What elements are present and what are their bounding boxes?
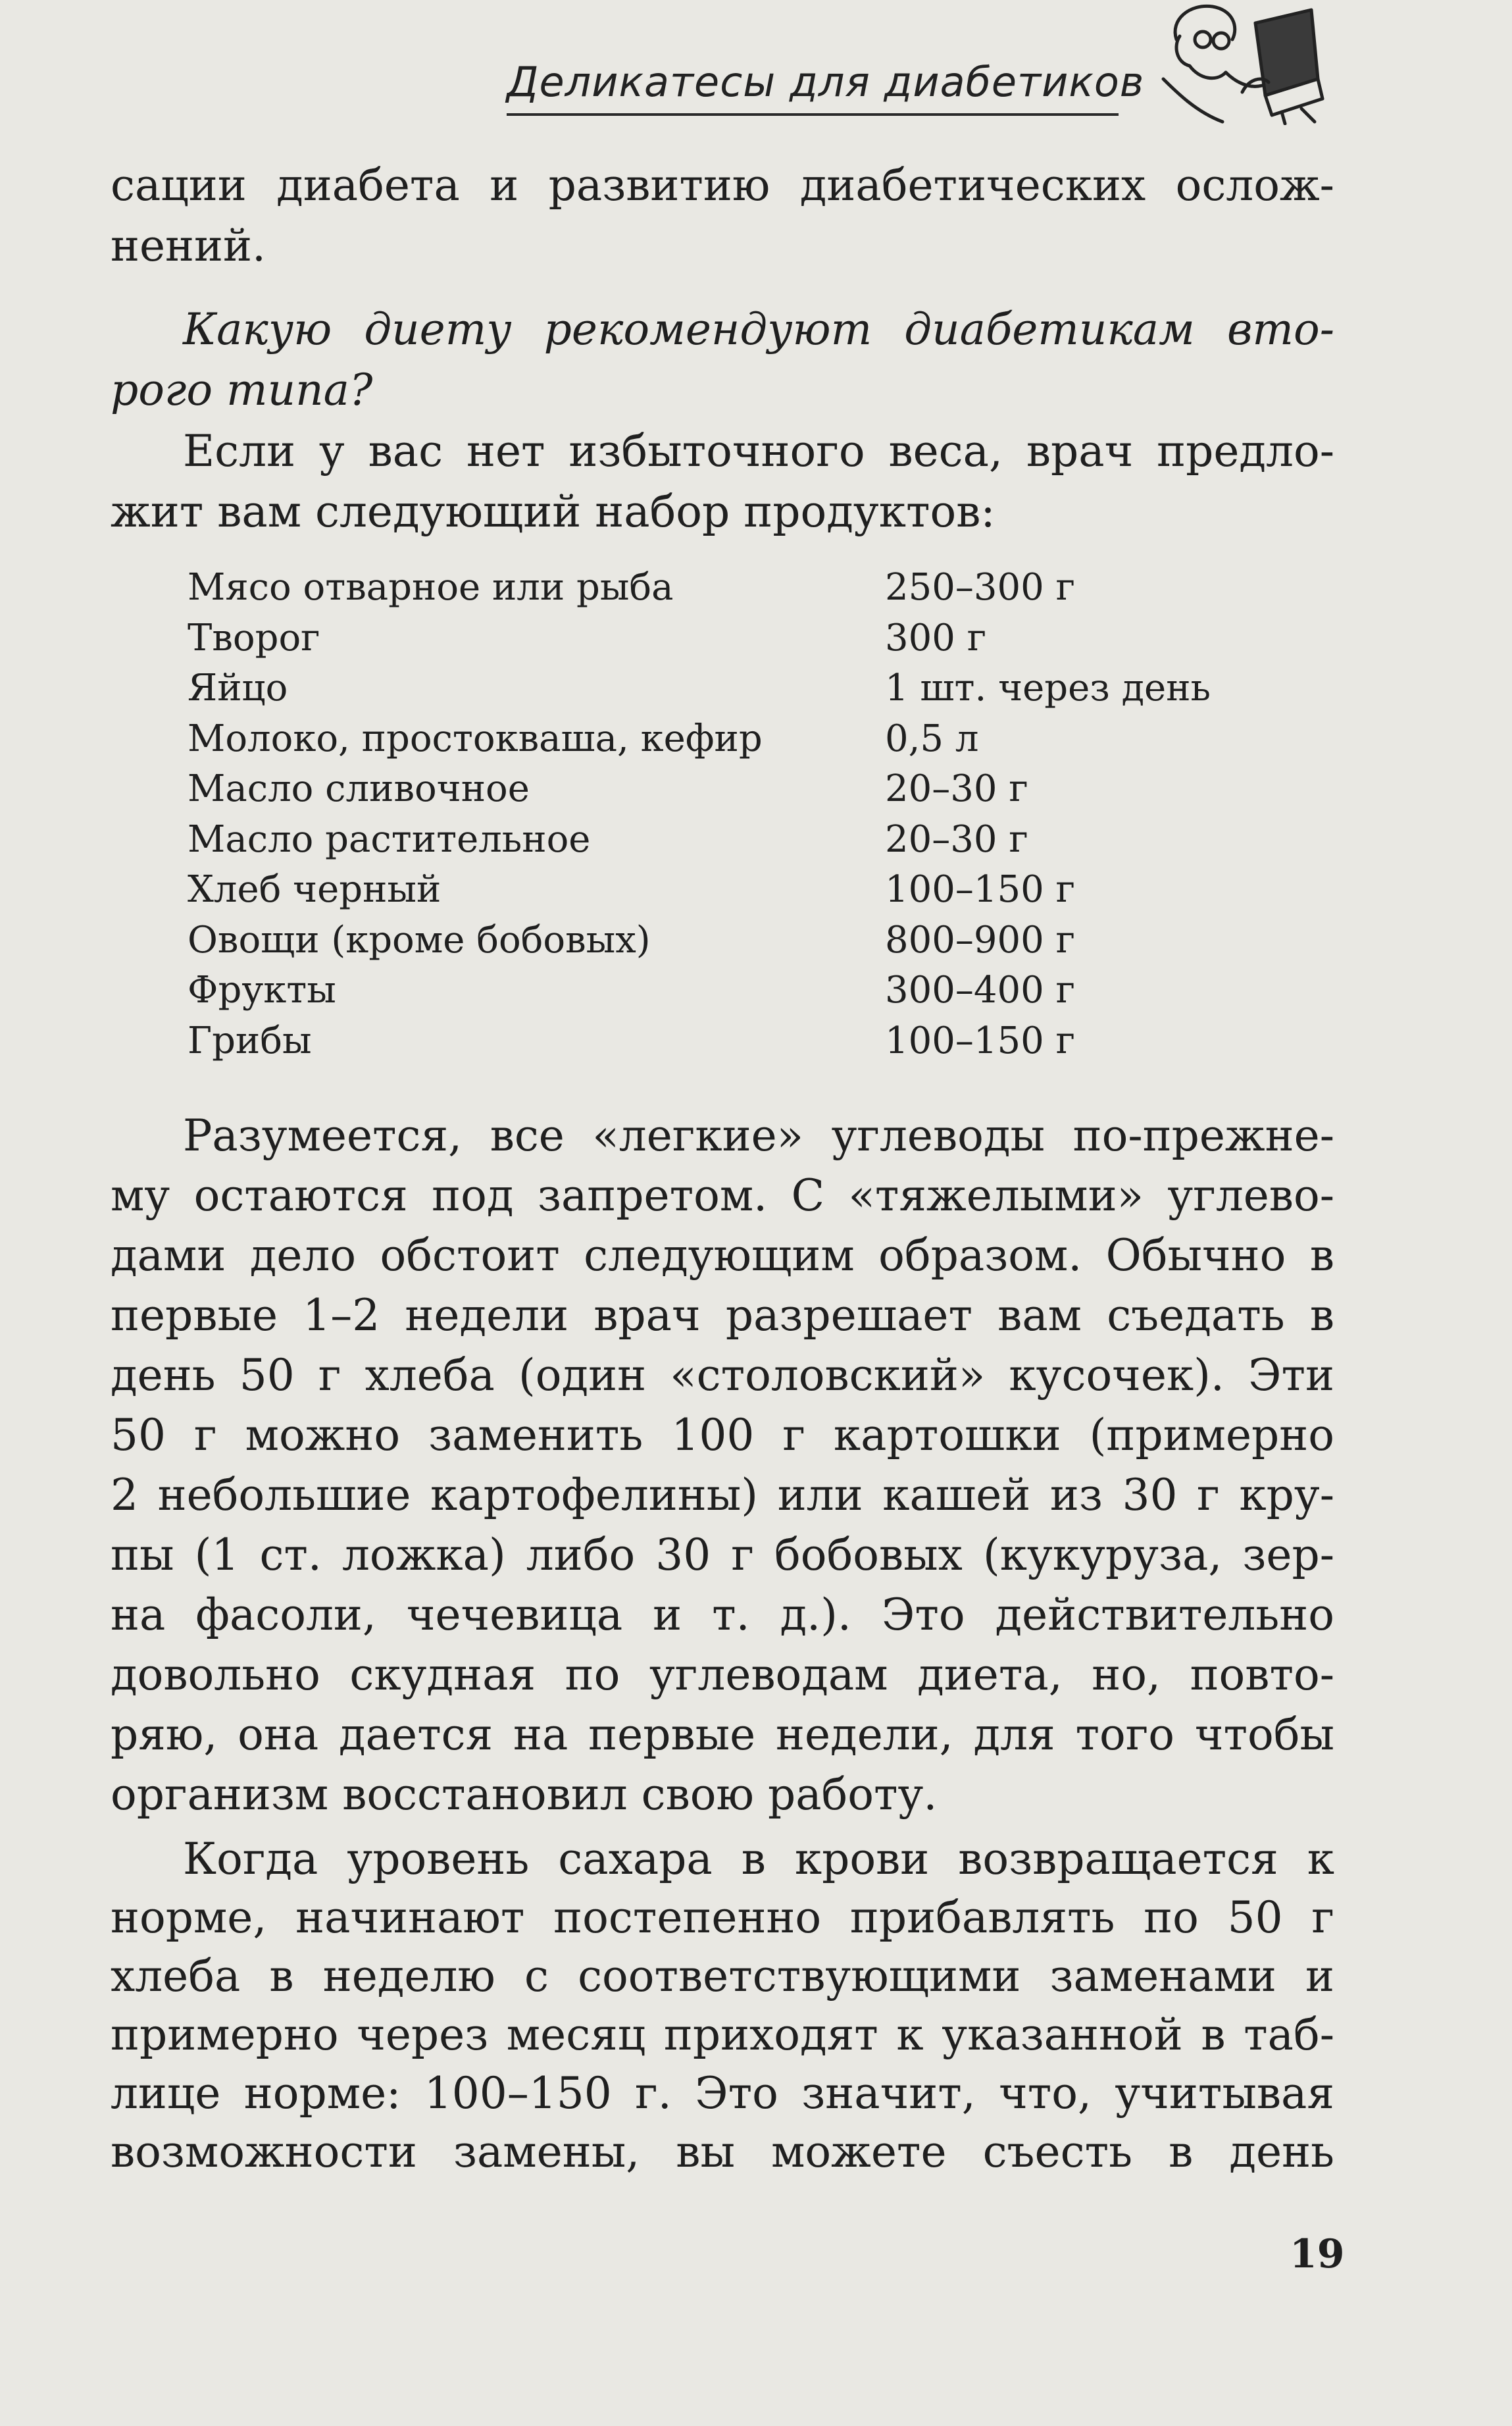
- text-line: Разумеется, все «легкие» углеводы по-прежне-: [183, 1110, 1334, 1161]
- product-name: Мясо отварное или рыба: [188, 566, 674, 609]
- page-number: 19: [1290, 2231, 1345, 2277]
- product-row: [188, 969, 1267, 1019]
- text-line: возможности замены, вы можете съесть в день: [111, 2127, 1334, 2177]
- text-line: жит вам следующий набор продуктов:: [111, 486, 995, 537]
- product-row: [188, 617, 1267, 667]
- product-amount: 20–30 г: [885, 767, 1028, 810]
- product-name: Яйцо: [188, 667, 288, 710]
- product-name: Масло растительное: [188, 817, 591, 861]
- doctor-reading-book-icon: [1150, 0, 1341, 125]
- text-line: Если у вас нет избыточного веса, врач предло-: [183, 426, 1334, 477]
- paragraph-continuation: [111, 155, 1334, 276]
- product-amount: 250–300 г: [885, 566, 1075, 609]
- product-row: [188, 818, 1267, 869]
- text-line: дами дело обстоит следующим образом. Обычно в: [111, 1230, 1334, 1281]
- running-header-title: Деликатесы для диабетиков: [507, 58, 1145, 106]
- product-name: Хлеб черный: [188, 868, 441, 911]
- product-name: Грибы: [188, 1019, 312, 1062]
- text-line: норме, начинают постепенно прибавлять по 50 г: [111, 1892, 1334, 1943]
- product-name: Масло сливочное: [188, 767, 530, 810]
- product-table: [188, 566, 1267, 1070]
- product-row: [188, 566, 1267, 617]
- paragraph-carbohydrates: [111, 1106, 1334, 1824]
- text-line: 50 г можно заменить 100 г картошки (примерно: [111, 1410, 1334, 1460]
- product-amount: 100–150 г: [885, 1019, 1075, 1062]
- product-amount: 100–150 г: [885, 868, 1075, 911]
- product-row: [188, 767, 1267, 818]
- product-amount: 1 шт. через день: [885, 667, 1211, 710]
- text-line: на фасоли, чечевица и т. д.). Это действительно: [111, 1589, 1334, 1640]
- text-line: день 50 г хлеба (один «столовский» кусочек). Эти: [111, 1350, 1334, 1401]
- header-rule: [507, 113, 1119, 116]
- product-name: Творог: [188, 616, 320, 659]
- product-name: Фрукты: [188, 969, 336, 1012]
- text-line: довольно скудная по углеводам диета, но, повто-: [111, 1649, 1334, 1700]
- product-name: Овощи (кроме бобовых): [188, 918, 651, 962]
- text-line: первые 1–2 недели врач разрешает вам съедать в: [111, 1290, 1334, 1341]
- text-line: нений.: [111, 220, 266, 271]
- text-line: рого типа?: [111, 365, 373, 415]
- product-row: [188, 667, 1267, 717]
- product-amount: 300 г: [885, 616, 987, 659]
- product-row: [188, 919, 1267, 969]
- question-heading: [111, 299, 1334, 421]
- paragraph-sugar-level: [111, 1830, 1334, 2181]
- product-amount: 800–900 г: [885, 918, 1075, 962]
- text-line: 2 небольшие картофелины) или кашей из 30 г кру-: [111, 1470, 1334, 1520]
- text-line: организм восстановил свою работу.: [111, 1769, 938, 1820]
- text-line: му остаются под запретом. С «тяжелыми» углево-: [111, 1170, 1334, 1221]
- product-row: [188, 1019, 1267, 1070]
- product-amount: 300–400 г: [885, 969, 1075, 1012]
- product-row: [188, 868, 1267, 919]
- product-amount: 20–30 г: [885, 817, 1028, 861]
- text-line: Какую диету рекомендуют диабетикам вто-: [183, 304, 1334, 355]
- text-line: хлеба в неделю с соответствующими заменами и: [111, 1951, 1334, 2001]
- text-line: лице норме: 100–150 г. Это значит, что, учитывая: [111, 2068, 1334, 2119]
- text-line: примерно через месяц приходят к указанной в таб-: [111, 2009, 1334, 2060]
- product-amount: 0,5 л: [885, 717, 979, 760]
- text-line: пы (1 ст. ложка) либо 30 г бобовых (кукуруза, зер-: [111, 1530, 1334, 1580]
- product-name: Молоко, простокваша, кефир: [188, 717, 763, 760]
- text-line: ряю, она дается на первые недели, для того чтобы: [111, 1709, 1334, 1760]
- text-line: Когда уровень сахара в крови возвращается к: [183, 1834, 1334, 1884]
- paragraph-intro: [111, 421, 1334, 542]
- text-line: сации диабета и развитию диабетических ослож-: [111, 160, 1334, 211]
- product-row: [188, 717, 1267, 768]
